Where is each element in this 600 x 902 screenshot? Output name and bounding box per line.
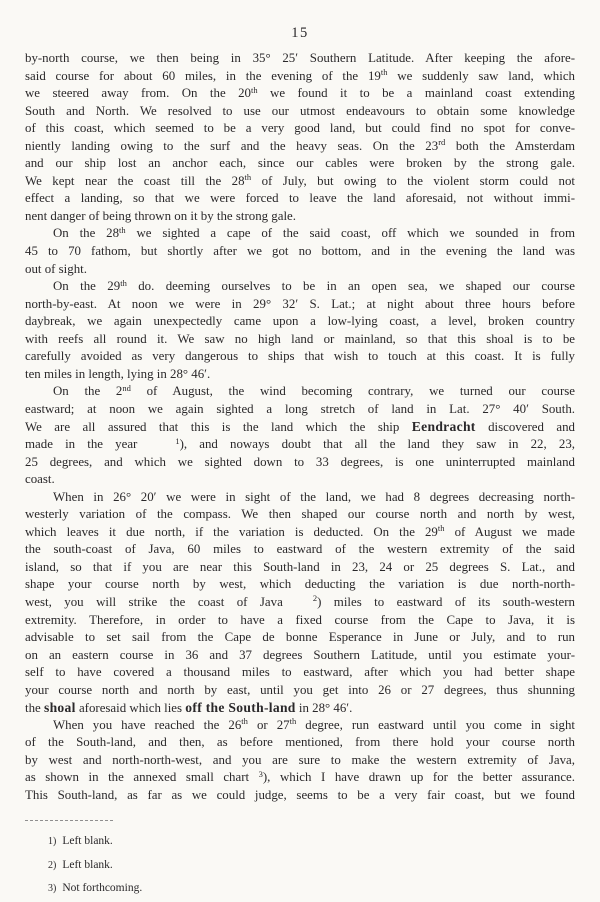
text-line	[25, 612, 575, 630]
text-line	[25, 418, 575, 436]
superscript-run: th	[241, 716, 248, 727]
paragraph	[25, 489, 575, 717]
text-line	[25, 313, 575, 331]
text-run: westerly variation of the compass. We then shaped our course north and north by west,	[25, 507, 575, 522]
text-line	[25, 524, 575, 542]
footnote-text: Left blank.	[62, 858, 113, 871]
text-run: by-north course, we then being in 35° 25′ Southern Latitude. After keeping the afore-	[25, 51, 575, 65]
text-run: self to have covered a thousand miles to eastward, after which you had better shape	[25, 665, 575, 680]
text-line	[25, 68, 575, 86]
text-run: effect a landing, so that we were forced to leave the land aforesaid, not without immi-	[25, 191, 575, 206]
text-line	[25, 173, 575, 191]
superscript-run: rd	[438, 137, 446, 148]
text-line	[25, 454, 575, 472]
text-run: of July, but owing to the violent storm could not	[251, 173, 575, 188]
text-run: of the South-land, and then, as before mentioned, from there hold your course north	[25, 735, 575, 750]
text-line	[25, 138, 575, 156]
text-run: of this coast, which seemed to be a very good land, but could find no spot for conve-	[25, 121, 575, 136]
text-run: said course for about 60 miles, in the evening of the 19	[25, 68, 381, 83]
text-line	[25, 331, 575, 349]
footnote-text: Not forthcoming.	[62, 882, 143, 894]
text-line	[25, 489, 575, 507]
text-line	[25, 436, 575, 454]
text-run: daybreak, we again unexpectedly came upon a low-lying coast, a level, broken country	[25, 314, 575, 329]
text-line	[25, 155, 575, 173]
text-line	[25, 243, 575, 261]
text-line	[25, 278, 575, 296]
text-run: and our ship lost an anchor each, since our cables were broken by the strong gale.	[25, 156, 575, 171]
text-run: by west and north-north-west, and you are sure to make the western extremity of Java,	[25, 752, 575, 767]
bold-run: Eendracht	[411, 419, 476, 435]
text-line	[25, 734, 575, 752]
text-run: advisable to set sail from the Cape de bonne Esperance in June or July, and to run	[25, 630, 575, 645]
text-run: do. deeming ourselves to be in an open sea, we shaped our course	[126, 279, 575, 294]
text-run: which leaves it due north, if the variation is deducted. On the 29	[25, 524, 438, 539]
superscript-run: th	[244, 172, 252, 183]
paragraph	[25, 717, 575, 805]
text-line	[25, 296, 575, 314]
text-run: of August we made	[444, 524, 575, 539]
paragraph	[25, 383, 575, 488]
text-run: ), and noways doubt that all the land they saw in 22, 23,	[179, 437, 575, 452]
text-run: We kept near the coast till the 28	[25, 173, 245, 188]
text-run: we steered away from. On the 20	[25, 86, 251, 101]
text-line	[25, 261, 575, 279]
text-run: island, so that if you are near this South-land in 23, 24 or 25 degrees S. Lat., and	[25, 559, 575, 574]
footnote-item	[48, 854, 142, 878]
bold-run: shoal	[43, 700, 76, 716]
text-line	[25, 664, 575, 682]
text-run: We are all assured that this is the land which the ship	[25, 420, 412, 435]
superscript-run: nd	[122, 382, 131, 393]
text-run: west, you will strike the coast of Java	[25, 594, 283, 609]
paragraph	[25, 225, 575, 278]
text-line	[25, 717, 575, 735]
text-line	[25, 769, 575, 787]
text-line	[25, 103, 575, 121]
text-run: your course north and north by east, until you get into 26 or 27 degrees, thus shunning	[25, 682, 575, 697]
text-run: carefully avoided as very dangerous to ships that wish to touch at this coast. It is fully	[25, 349, 575, 364]
superscript-run: 3	[258, 768, 263, 779]
text-run: eastward; at noon we again sighted a long stretch of land in Lat. 27° 40′ South.	[25, 401, 575, 416]
text-line	[25, 506, 575, 524]
footnotes	[48, 830, 142, 901]
text-line	[25, 541, 575, 559]
footnote-text: Left blank.	[62, 835, 113, 847]
text-run: South and North. We resolved to use our utmost endeavours to obtain some knowledge	[25, 103, 575, 118]
page-body	[25, 50, 575, 805]
footnote-marker: 3)	[48, 883, 57, 894]
text-run: extremity. Therefore, in order to have a fixed course from the Cape to Java, it is	[25, 612, 575, 627]
footnote-marker: 2)	[48, 859, 57, 871]
text-line	[25, 576, 575, 594]
superscript-run: 2	[312, 593, 318, 604]
superscript-run: th	[380, 67, 388, 78]
paragraph	[25, 278, 575, 383]
text-line	[25, 647, 575, 665]
text-run: the south-coast of Java, 60 miles to eastward of the western extremity of the said	[25, 542, 575, 557]
text-line	[25, 682, 575, 700]
text-line	[25, 366, 575, 384]
text-run: in 28° 46′.	[295, 701, 353, 716]
paragraph	[25, 50, 575, 225]
text-line	[25, 85, 575, 103]
text-run: north-by-east. At noon we were in 29° 32′ S. Lat.; at night about three hours before	[25, 296, 575, 311]
footnote-separator	[25, 820, 113, 821]
text-run: we suddenly saw land, which	[387, 68, 575, 83]
text-run: On the 28	[53, 226, 120, 241]
text-line	[25, 699, 575, 717]
text-line	[25, 629, 575, 647]
text-line	[25, 50, 575, 68]
text-run: as shown in the annexed small chart	[25, 770, 259, 785]
text-run: ten miles in length, lying in 28° 46′.	[25, 366, 211, 381]
text-run: the	[25, 701, 44, 716]
text-line	[25, 594, 575, 612]
text-run: On the 29	[53, 279, 121, 294]
superscript-run: th	[119, 224, 126, 235]
footnote-item	[48, 877, 142, 901]
text-run: made in the year	[25, 437, 138, 452]
superscript-run: th	[251, 84, 258, 95]
text-line	[25, 559, 575, 577]
text-run: This South-land, as far as we could judge, seems to be a very fair coast, but we found	[25, 787, 575, 802]
text-line	[25, 471, 575, 489]
text-line	[25, 383, 575, 401]
text-line	[25, 208, 575, 226]
text-run: When in 26° 20′ we were in sight of the land, we had 8 degrees decreasing north-	[53, 489, 575, 504]
footnote-marker: 1)	[48, 836, 57, 847]
text-run: ) miles to eastward of its south-western	[317, 594, 575, 609]
text-run: 25 degrees, and which we sighted down to 33 degrees, is one uninterrupted mainland	[25, 454, 575, 469]
page-number: 15	[291, 25, 309, 41]
text-run: or 27	[247, 717, 290, 732]
text-line	[25, 348, 575, 366]
text-run: When you have reached the 26	[53, 717, 242, 732]
text-line	[25, 752, 575, 770]
text-line	[25, 120, 575, 138]
superscript-run: th	[120, 277, 127, 288]
text-run: with reefs all round it. We saw no high land or mainland, so that this shoal is to be	[25, 331, 575, 346]
text-run: of August, the wind becoming contrary, we turned our course	[130, 384, 575, 399]
text-run: ), which I have drawn up for the better assurance.	[262, 770, 576, 785]
text-line	[25, 190, 575, 208]
text-run: discovered and	[475, 420, 575, 435]
text-run: on an eastern course in 36 and 37 degrees Southern Latitude, until you estimate your-	[25, 647, 575, 662]
bold-run: off the South-land	[185, 700, 296, 716]
superscript-run: th	[437, 523, 445, 534]
text-run: coast.	[25, 472, 55, 487]
footnote-item	[48, 830, 142, 854]
text-run: niently landing owing to the surf and the heavy seas. On the 23	[25, 138, 439, 153]
text-run: shape your course north by west, which deducting the variation is due north-north-	[25, 577, 575, 592]
text-run: out of sight.	[25, 261, 87, 276]
text-run: aforesaid which lies	[75, 701, 186, 716]
text-run: 45 to 70 fathom, but shortly after we got no bottom, and in the evening the land was	[25, 244, 575, 259]
text-line	[25, 225, 575, 243]
text-line	[25, 787, 575, 805]
text-run: On the 2	[53, 384, 123, 399]
text-run: nent danger of being thrown on it by the strong gale.	[25, 208, 296, 223]
text-run: we found it to be a mainland coast extending	[257, 86, 575, 101]
superscript-run: th	[289, 716, 297, 727]
text-line	[25, 401, 575, 419]
superscript-run: 1	[175, 435, 180, 446]
text-run: degree, run eastward until you come in sight	[296, 717, 575, 732]
text-run: both the Amsterdam	[445, 138, 576, 153]
text-run: we sighted a cape of the said coast, off which we sounded in from	[125, 226, 575, 241]
